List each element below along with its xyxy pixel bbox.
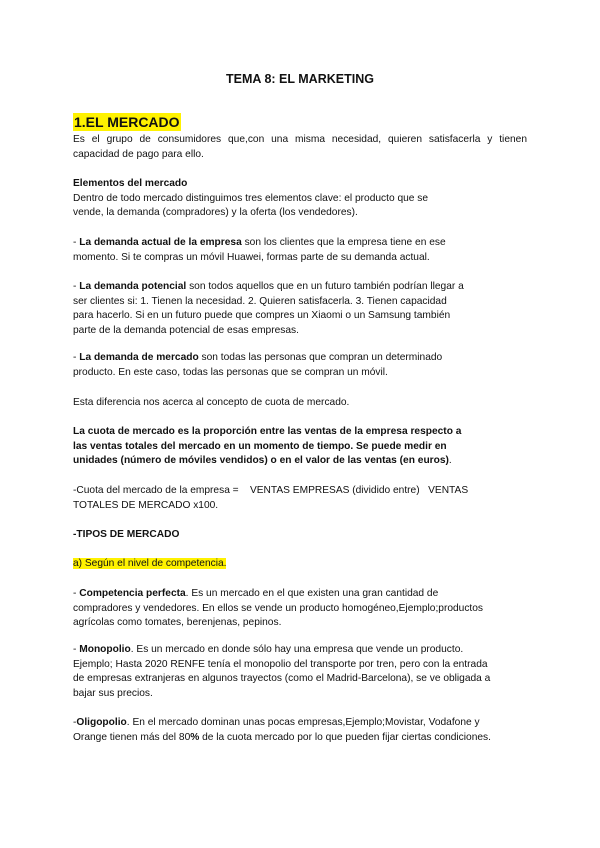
demanda-mercado-text: son todas las personas que compran un determinado bbox=[198, 352, 443, 363]
monopolio-line-1 bbox=[73, 643, 527, 658]
demanda-potencial-text: son todos aquellos que en un futuro también podrían llegar a bbox=[186, 281, 464, 292]
demanda-potencial-line-1 bbox=[73, 280, 527, 295]
bullet-dash: - bbox=[73, 352, 80, 363]
bullet-dash: - bbox=[73, 588, 80, 599]
oligopolio-text: . En el mercado dominan unas pocas empresas,Ejemplo;Movistar, Vodafone y bbox=[126, 717, 480, 728]
oligopolio-line-2-end: de la cuota mercado por lo que pueden fijar ciertas condiciones. bbox=[199, 731, 491, 743]
demanda-mercado-block bbox=[73, 351, 527, 380]
monopolio-line-4: bajar sus precios. bbox=[73, 687, 153, 699]
elementos-line-2: vende, la demanda (compradores) y la oferta (los vendedores). bbox=[73, 207, 358, 219]
mercado-definition bbox=[73, 133, 527, 162]
oligopolio-percent-sign: % bbox=[190, 731, 200, 743]
cuota-definition-block bbox=[73, 425, 527, 469]
bullet-dash: - bbox=[73, 237, 80, 248]
page-title: TEMA 8: EL MARKETING bbox=[226, 72, 374, 86]
oligopolio-block bbox=[73, 716, 527, 745]
competencia-term: Competencia perfecta bbox=[79, 588, 186, 599]
demanda-actual-block bbox=[73, 236, 527, 265]
cuota-definition-period: . bbox=[448, 455, 452, 467]
cuota-definition-line-3-text: unidades (número de móviles vendidos) o en el valor de las ventas (en euros) bbox=[73, 455, 449, 467]
demanda-potencial-line-2: ser clientes si: 1. Tienen la necesidad. 2. Quieren satisfacerla. 3. Tienen capacidad bbox=[73, 295, 447, 307]
demanda-actual-text: son los clientes que la empresa tiene en ese bbox=[241, 237, 446, 248]
competencia-text: . Es un mercado en el que existen una gran cantidad de bbox=[185, 588, 439, 599]
formula-block bbox=[73, 484, 527, 513]
demanda-mercado-line-2: producto. En este caso, todas las personas que se compran un móvil. bbox=[73, 366, 388, 378]
monopolio-line-2: Ejemplo; Hasta 2020 RENFE tenía el monopolio del transporte por tren, pero con la entrada bbox=[73, 658, 488, 670]
demanda-actual-line-2: momento. Si te compras un móvil Huawei, formas parte de su demanda actual. bbox=[73, 251, 430, 263]
demanda-potencial-term: La demanda potencial bbox=[79, 281, 187, 292]
competencia-line-3: agrícolas como tomates, berenjenas, pepinos. bbox=[73, 617, 282, 629]
diferencia-text: Esta diferencia nos acerca al concepto de cuota de mercado. bbox=[73, 397, 350, 408]
tipos-heading: -TIPOS DE MERCADO bbox=[73, 529, 180, 540]
demanda-actual-term: La demanda actual de la empresa bbox=[79, 237, 242, 248]
competencia-line-1 bbox=[73, 587, 527, 602]
diferencia-block bbox=[73, 396, 527, 411]
bullet-dash: - bbox=[73, 281, 80, 292]
tipos-subheading-line bbox=[73, 557, 527, 572]
demanda-mercado-term: La demanda de mercado bbox=[79, 352, 199, 363]
tipos-heading-block bbox=[73, 528, 527, 543]
elementos-line-1: Dentro de todo mercado distinguimos tres elementos clave: el producto que se bbox=[73, 192, 429, 204]
competencia-block bbox=[73, 587, 527, 631]
bullet-dash: - bbox=[73, 717, 77, 728]
demanda-mercado-line-1 bbox=[73, 351, 527, 366]
demanda-actual-line-1 bbox=[73, 236, 527, 251]
tipos-subheading-block bbox=[73, 557, 527, 572]
tipos-subheading: a) Según el nivel de competencia. bbox=[73, 558, 227, 569]
cuota-definition-line-1: La cuota de mercado es la proporción entre las ventas de la empresa respecto a bbox=[73, 426, 462, 437]
formula-line-1: -Cuota del mercado de la empresa = VENTAS EMPRESAS (dividido entre) VENTAS bbox=[73, 485, 469, 496]
monopolio-block bbox=[73, 643, 527, 701]
demanda-potencial-line-4: parte de la demanda potencial de esas empresas. bbox=[73, 324, 299, 336]
mercado-definition-text: Es el grupo de consumidores que,con una misma necesidad, quieren satisfacerla y tienen capacidad de pago para ello. bbox=[73, 134, 527, 160]
demanda-potencial-line-3: para hacerlo. Si en un futuro puede que compres un Xiaomi o un Samsung también bbox=[73, 310, 451, 322]
cuota-definition-line-3 bbox=[73, 454, 527, 469]
oligopolio-term: Oligopolio bbox=[76, 717, 127, 728]
competencia-line-2: compradores y vendedores. En ellos se vende un producto homogéneo,Ejemplo;productos bbox=[73, 602, 484, 614]
oligopolio-line-1 bbox=[73, 716, 527, 731]
elementos-heading: Elementos del mercado bbox=[73, 178, 188, 189]
demanda-potencial-block bbox=[73, 280, 527, 338]
monopolio-line-3: de empresas extranjeras en algunos trayectos (como el Madrid-Barcelona), se ve obligada a bbox=[73, 673, 491, 685]
section-heading-mercado: 1.EL MERCADO bbox=[74, 114, 180, 130]
formula-line-2: TOTALES DE MERCADO x100. bbox=[73, 499, 219, 511]
oligopolio-line-2 bbox=[73, 731, 527, 746]
oligopolio-line-2-start: Orange tienen más del 80 bbox=[73, 731, 191, 743]
bullet-dash: - bbox=[73, 644, 80, 655]
monopolio-term: Monopolio bbox=[79, 644, 131, 655]
cuota-definition-line-2: las ventas totales del mercado en un momento de tiempo. Se puede medir en bbox=[73, 440, 447, 452]
elementos-block bbox=[73, 177, 527, 221]
monopolio-text: . Es un mercado en donde sólo hay una empresa que vende un producto. bbox=[130, 644, 464, 655]
